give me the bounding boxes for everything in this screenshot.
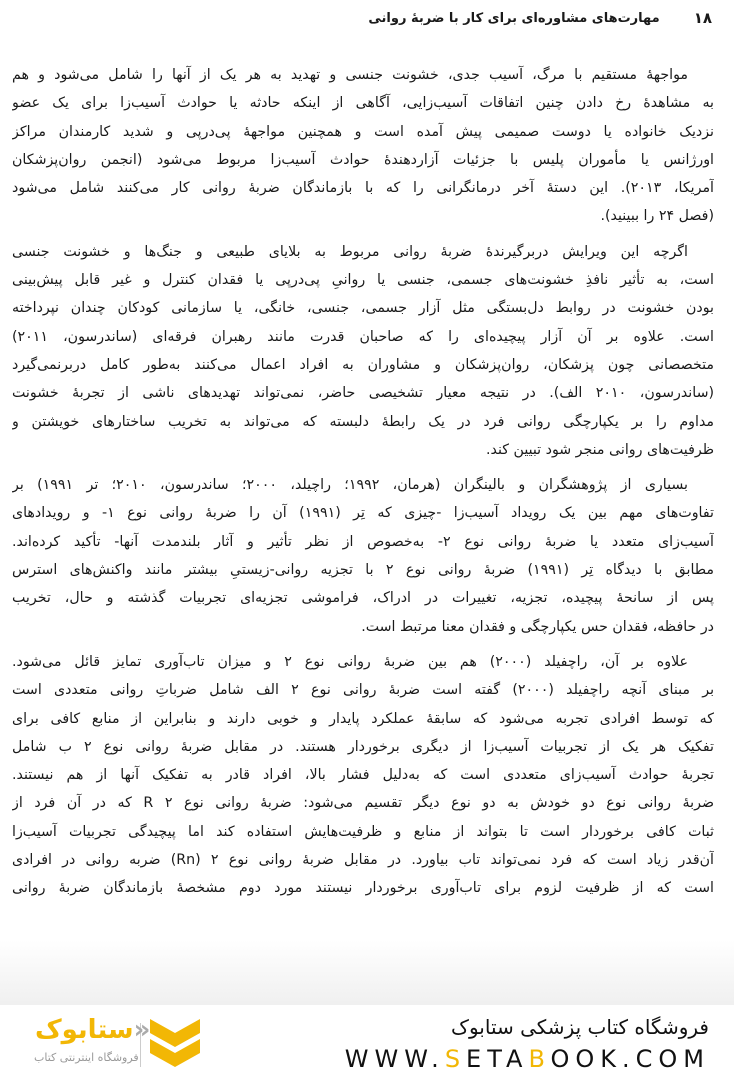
text-line: ثبات کافی برخوردار است تا بتواند از منابع و ظرفیت‌هایش استفاده کند اما پیچیدگی تجربیات آسیب‌زا bbox=[12, 823, 714, 840]
logo-subtitle: فروشگاه اینترنتی کتاب bbox=[34, 1051, 139, 1064]
page-header bbox=[20, 6, 712, 30]
url-part: B bbox=[528, 1045, 551, 1073]
text-line: تفکیک هر یک از تجربیات آسیب‌زا از دیگری برخوردار هستند. در مقابل ضربهٔ روانی نوع ۲ ب شامل bbox=[12, 738, 714, 755]
paragraph bbox=[12, 61, 714, 231]
text-line: بر مبنای آنچه راچفیلد (۲۰۰۰) گفته است ضربهٔ روانی نوع ۲ الف شامل ضرباتِ روانی متعددی است bbox=[12, 682, 714, 699]
running-title: مهارت‌های مشاوره‌ای برای کار با ضربهٔ روانی bbox=[368, 10, 660, 26]
text-line: متخصصانی چون پزشکان، روان‌پزشکان و مشاوران به افراد اعمال می‌کنند به‌طور کامل دربرنمی‌گیرد bbox=[12, 356, 714, 373]
text-line: علاوه بر آن، راچفیلد (۲۰۰۰) هم بین ضربهٔ روانی نوع ۲ و میزان تاب‌آوری تمایز قائل می‌شود. bbox=[12, 653, 689, 670]
text-line: آسیب‌زای متعدد یا ضربهٔ روانی نوع ۲- به‌خصوص از نظر تأثیر و آثار بلندمدت آنها- تأکید کرده‌اند. bbox=[12, 533, 714, 550]
paragraph bbox=[12, 238, 714, 464]
page-number: ۱۸ bbox=[693, 9, 712, 27]
text-line: بودن خشونت در روابط دل‌بستگی مثل آزار جسمی، جنسی، خانگی، یا سازمانی کودکان چندان نپرداخته bbox=[12, 300, 714, 317]
setabook-chevron-logo-icon bbox=[150, 1019, 200, 1067]
text-line: اورژانس یا مأموران پلیس با جزئیات آزاردهندهٔ حوادث آسیب‌زا مربوط می‌شود (انجمن روان‌پزشکان bbox=[12, 151, 714, 168]
text-line: ظرفیت‌های روانی منجر شود تبیین کند. bbox=[486, 441, 714, 458]
logo-wordmark bbox=[35, 1015, 150, 1045]
text-line: است که از ظرفیت لزوم برای تاب‌آوری برخوردار نیستند مورد دوم مشخصهٔ بازماندگان ضربهٔ روانی bbox=[12, 880, 714, 897]
page-body bbox=[12, 61, 714, 910]
paragraph bbox=[12, 471, 714, 641]
url-part: S bbox=[444, 1045, 467, 1073]
text-line: در حافظه، فقدان حس یکپارچگی و فقدان معنا مرتبط است. bbox=[361, 618, 714, 635]
text-line: مواجههٔ مستقیم با مرگ، آسیب جدی، خشونت جنسی و تهدید به هر یک از آنها را شامل می‌شود و هم bbox=[12, 67, 688, 83]
url-part: WWW. bbox=[344, 1045, 445, 1073]
logo-text: ستابوک bbox=[35, 1015, 134, 1045]
bottom-fade bbox=[0, 940, 734, 1010]
text-line: (ساندرسون، ۲۰۱۰ الف). در نتیجه معیار تشخیصی حاضر، نمی‌تواند تهدیدهای ناشی از تجربهٔ خشونت bbox=[12, 385, 714, 402]
paragraph bbox=[12, 648, 714, 903]
text-line: نزدیک خانواده یا دوست صمیمی پیش آمده است و همچنین مواجههٔ پی‌درپی و شدید کارمندان مراکز bbox=[12, 123, 714, 140]
text-line: است، به تأثیر نافذِ خشونت‌های جسمی، جنسی یا روانیِ پی‌درپی یا فقدان کنترل و غیر قابل پیش‌بینی bbox=[12, 272, 714, 289]
text-line: ضربهٔ روانی نوع دو خودش به دو نوع دیگر تقسیم می‌شود: ضربهٔ روانی نوع ۲ R که در آن فرد از bbox=[12, 795, 714, 812]
text-line: آن‌قدر زیاد است که فرد نمی‌تواند تاب بیاورد. در مقابل ضربهٔ روانی نوع ۲ (Rn) ضربه روانی در افرادی bbox=[12, 852, 714, 869]
store-footer bbox=[0, 1005, 734, 1080]
text-line: مطابق با دیدگاه تِر (۱۹۹۱) ضربهٔ روانی نوع ۲ با تجزیه روانی-زیستیِ بیشتر مانند واکنش‌های استرس bbox=[12, 562, 714, 579]
text-line: (فصل ۲۴ را ببینید). bbox=[600, 208, 714, 225]
text-line: که توسط افرادی تجربه می‌شود که سابقهٔ عملکرد پایدار و خوبی دارند و بنابراین از منابع کافی برای bbox=[12, 710, 714, 727]
text-line: است. علاوه بر آن آزار پیچیده‌ای را که صاحبان قدرت مانند رهبران فرقه‌ای (ساندرسون، ۲۰۱۱) bbox=[12, 328, 714, 345]
text-line: تفاوت‌های مهم بین یک رویداد آسیب‌زا -چیزی که تِر (۱۹۹۱) آن را ضربهٔ روانی نوع ۱- و رویدادهای bbox=[12, 505, 714, 522]
double-chevron-icon: « bbox=[133, 1015, 151, 1045]
text-line: تجربهٔ حوادث آسیب‌زای متعددی است که به‌دلیل فشار بالا، افراد قادر به تفکیک آنها از هم نیستند. bbox=[12, 767, 714, 784]
store-name: فروشگاه کتاب پزشکی ستابوک bbox=[451, 1015, 709, 1039]
text-line: مداوم را بر یکپارچگی روانی فرد در یک رابطهٔ دلبسته که می‌تواند به تخریب ساختارهای خویشتن و bbox=[12, 413, 714, 430]
text-line: پس از سانحهٔ پیچیده، تجزیه، تغییرات در ادراک، فراموشی تجزیه‌ای تجربیات گذشته و حال، تخریب bbox=[12, 590, 714, 607]
text-line: اگرچه این ویرایش دربرگیرندهٔ ضربهٔ روانی مربوط به بلایای طبیعی و جنگ‌ها و خشونت جنسی bbox=[12, 243, 688, 260]
text-line: بسیاری از پژوهشگران و بالینگران (هرمان، ۱۹۹۲؛ راچیلد، ۲۰۰۰؛ ساندرسون، ۲۰۱۰؛ تر ۱۹۹۱) بر bbox=[12, 477, 688, 494]
text-line: به مشاهدهٔ رخ دادن چنین اتفاقات آسیب‌زایی، آگاهی از اینکه حادثه یا حوادث آسیب‌زا برای یک عضو bbox=[12, 95, 714, 112]
url-part: OOK.COM bbox=[550, 1045, 710, 1073]
text-line: آمریکا، ۲۰۱۳). این دستهٔ آخر درمانگرانی را که با بازماندگان ضربهٔ روانی کار می‌کنند شامل می‌شود bbox=[12, 180, 714, 197]
store-url[interactable] bbox=[345, 1045, 710, 1073]
url-part: ETA bbox=[466, 1045, 529, 1073]
